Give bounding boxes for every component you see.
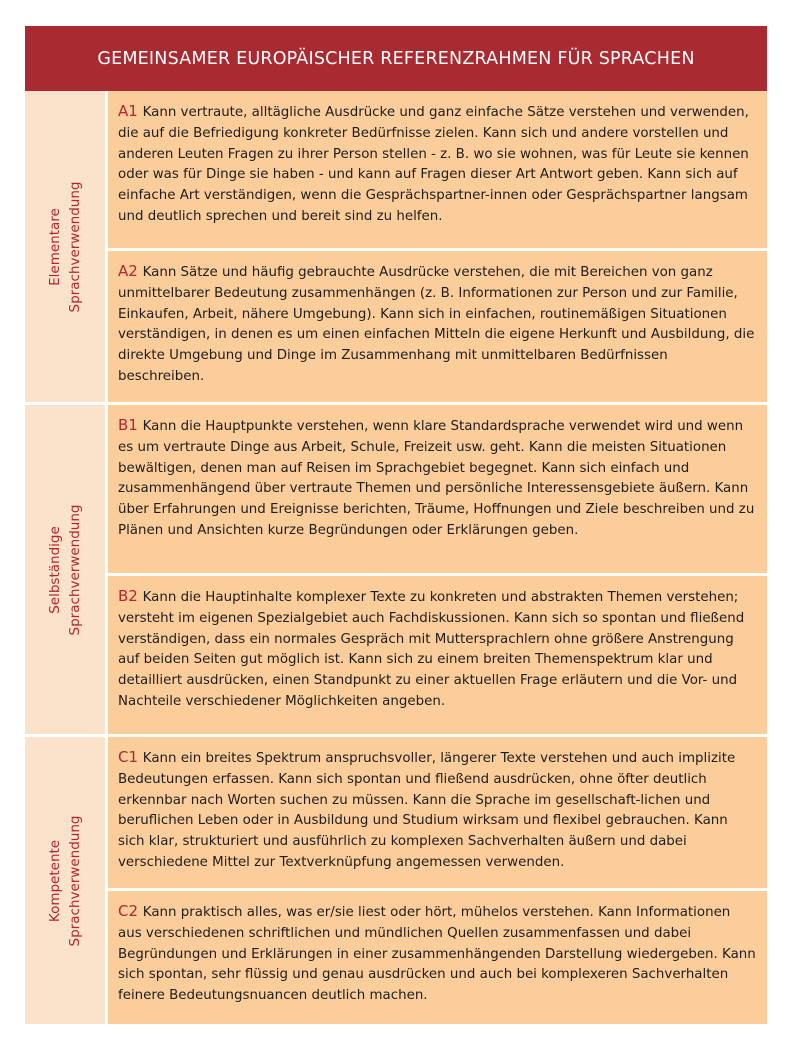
level-cell-c1 bbox=[108, 737, 767, 888]
group-label bbox=[45, 504, 85, 635]
level-cell-b1 bbox=[108, 405, 767, 573]
level-cell-a2 bbox=[108, 251, 767, 402]
level-cell-c2 bbox=[108, 891, 767, 1024]
group-label-line1: Selbständige bbox=[47, 525, 63, 614]
level-description: Kann die Hauptpunkte verstehen, wenn klare Standardsprache verwendet wird und wenn es um vertraute Dinge aus Arbeit, Schule, Freizeit usw. geht. Kann die meisten Situationen bewältigen, denen man auf Reisen im Sprachgebiet begegnet. Kann sich einfach und zusammenhängend über vertraute Themen und persönliche Interessensgebiete äußern. Kann über Erfahrungen und Ereignisse berichten, Träume, Hoffnungen und Ziele beschreiben und zu Plänen und Ansichten kurze Begründungen oder Erklärungen geben. bbox=[118, 419, 755, 538]
level-code: C2 bbox=[118, 902, 143, 920]
level-description: Kann praktisch alles, was er/sie liest oder hört, mühelos verstehen. Kann Informationen aus verschiedenen schriftlichen und mündlichen Quellen zusammenfassen und dabei Begründungen und Erklärungen in einer zusammenhängenden Darstellung wiedergeben. Kann sich spontan, sehr flüssig und genau ausdrücken und auch bei komplexeren Sachverhalten feinere Bedeutungsnuancen deutlich machen. bbox=[118, 905, 756, 1004]
group-proficient bbox=[25, 737, 767, 1024]
group-label-cell bbox=[25, 737, 105, 1024]
level-code: A2 bbox=[118, 262, 143, 280]
level-cell-a1 bbox=[108, 91, 767, 248]
group-label-cell bbox=[25, 91, 105, 402]
group-label-line1: Elementare bbox=[47, 207, 63, 286]
level-code: A1 bbox=[118, 102, 143, 120]
level-description: Kann vertraute, alltägliche Ausdrücke und ganz einfache Sätze verstehen und verwenden, die auf die Befriedigung konkreter Bedürfnisse zielen. Kann sich und andere vorstellen und anderen Leuten Fragen zu ihrer Person stellen - z. B. wo sie wohnen, was für Leute sie kennen oder was für Dinge sie haben - und kann auf Fragen dieser Art Antwort geben. Kann sich auf einfache Art verständigen, wenn die Gesprächspartner-innen oder Gesprächspartner langsam und deutlich sprechen und bereit sind zu helfen. bbox=[118, 105, 749, 224]
group-elementary bbox=[25, 91, 767, 402]
group-label-cell bbox=[25, 405, 105, 734]
level-code: C1 bbox=[118, 748, 143, 766]
group-label-line1: Kompetente bbox=[47, 839, 63, 922]
cefr-table bbox=[25, 26, 767, 1024]
level-code: B2 bbox=[118, 587, 143, 605]
group-label bbox=[45, 181, 85, 312]
group-label-line2: Sprachverwendung bbox=[67, 181, 83, 312]
table-title: GEMEINSAMER EUROPÄISCHER REFERENZRAHMEN FÜR SPRACHEN bbox=[25, 26, 767, 91]
group-label bbox=[45, 815, 85, 946]
level-description: Kann die Hauptinhalte komplexer Texte zu konkreten und abstrakten Themen verstehen; versteht im eigenen Spezialgebiet auch Fachdiskussionen. Kann sich so spontan und fließend verständigen, dass ein normales Gespräch mit Muttersprachlern ohne größere Anstrengung auf beiden Seiten gut möglich ist. Kann sich zu einem breiten Themenspektrum klar und detailliert ausdrücken, einen Standpunkt zu einer aktuellen Frage erläutern und die Vor- und Nachteile verschiedener Möglichkeiten angeben. bbox=[118, 590, 745, 709]
group-label-line2: Sprachverwendung bbox=[67, 504, 83, 635]
level-cell-b2 bbox=[108, 576, 767, 734]
level-description: Kann Sätze und häufig gebrauchte Ausdrücke verstehen, die mit Bereichen von ganz unmittelbarer Bedeutung zusammenhängen (z. B. Informationen zur Person und zur Familie, Einkaufen, Arbeit, nähere Umgebung). Kann sich in einfachen, routinemäßigen Situationen verständigen, in denen es um einen einfachen Mitteln die eigene Herkunft und Ausbildung, die direkte Umgebung und Dinge im Zusammenhang mit unmittelbaren Bedürfnissen beschreiben. bbox=[118, 265, 755, 384]
group-independent bbox=[25, 405, 767, 734]
level-code: B1 bbox=[118, 416, 143, 434]
level-description: Kann ein breites Spektrum anspruchsvoller, längerer Texte verstehen und auch implizite Bedeutungen erfassen. Kann sich spontan und fließend ausdrücken, ohne öfter deutlich erkennbar nach Worten suchen zu müssen. Kann die Sprache im gesellschaft-lichen und beruflichen Leben oder in Ausbildung und Studium wirksam und flexibel gebrauchen. Kann sich klar, strukturiert und ausführlich zu komplexen Sachverhalten äußern und dabei verschiedene Mittel zur Textverknüpfung angemessen verwenden. bbox=[118, 751, 736, 870]
group-label-line2: Sprachverwendung bbox=[67, 815, 83, 946]
